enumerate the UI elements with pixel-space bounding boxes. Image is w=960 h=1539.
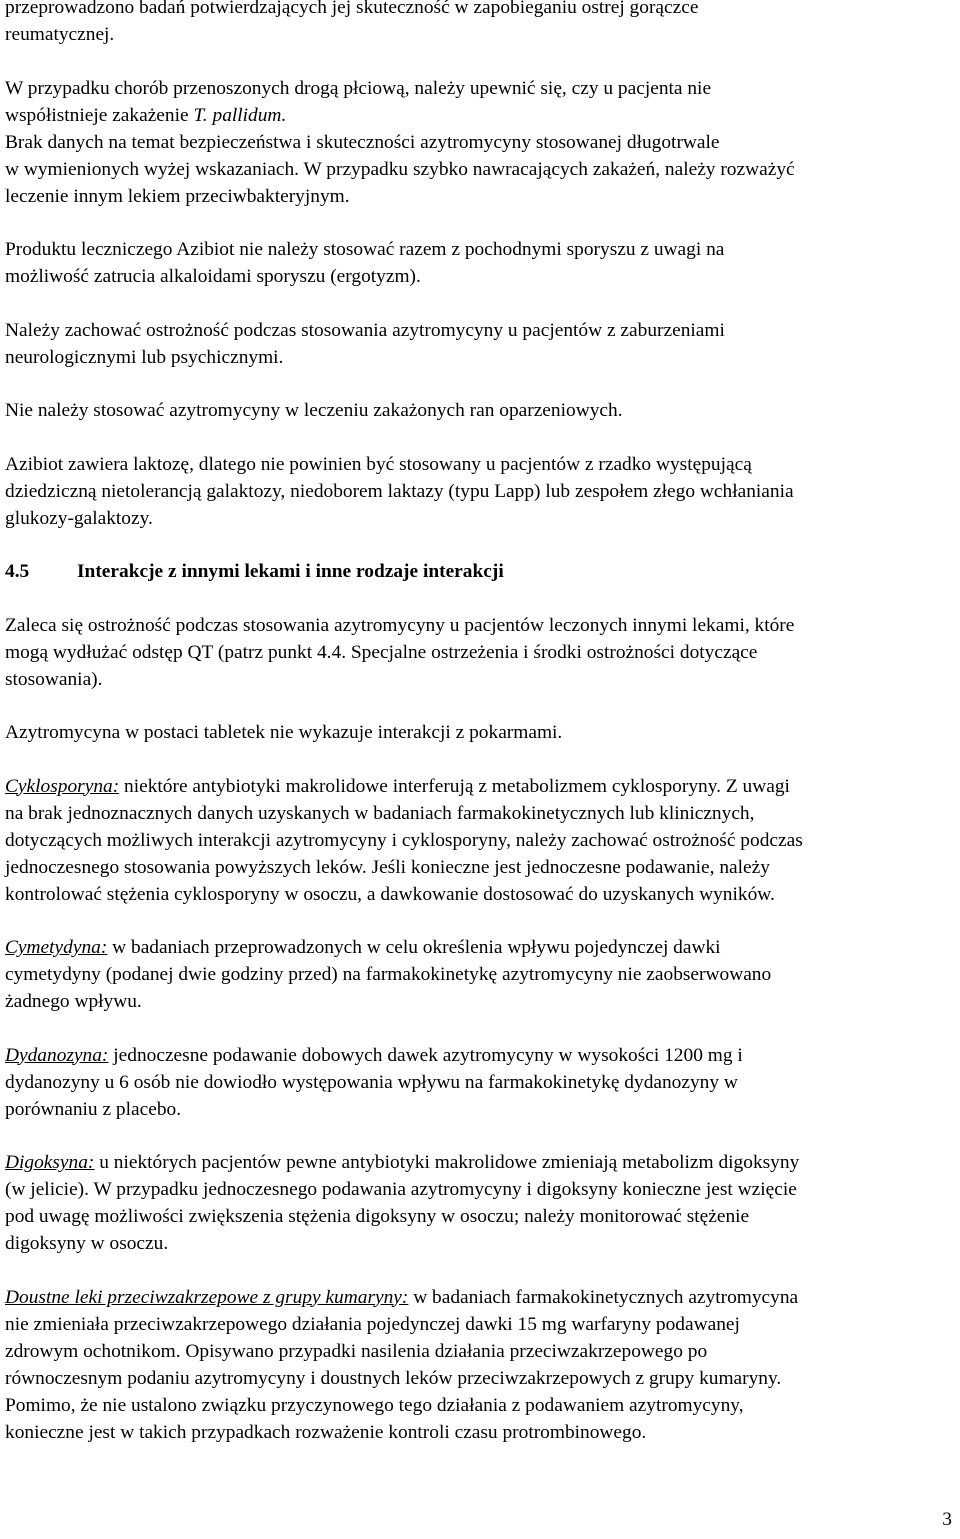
text-line: Produktu leczniczego Azibiot nie należy stosować razem z pochodnymi sporyszu z uwagi na [5, 239, 725, 260]
text-segment: jednoczesne podawanie dobowych dawek azytromycyny w wysokości 1200 mg i [108, 1044, 743, 1066]
text-line: przeprowadzono badań potwierdzających jej skuteczność w zapobieganiu ostrej gorączce [5, 0, 699, 18]
paragraph-didanosine [5, 1042, 955, 1123]
paragraph-std-warning [5, 75, 955, 210]
text-line: dotyczących możliwych interakcji azytromycyny i cyklosporyny, należy zachować ostrożność podczas [5, 829, 803, 851]
text-line: Pomimo, że nie ustalono związku przyczynowego tego działania z podawaniem azytromycyny, [5, 1394, 744, 1416]
text-segment: u niektórych pacjentów pewne antybiotyki makrolidowe zmieniają metabolizm digoksyny [94, 1152, 800, 1173]
text-line: leczenie innym lekiem przeciwbakteryjnym. [5, 185, 350, 207]
paragraph-cyclosporine [5, 773, 955, 908]
paragraph-coumarin [5, 1284, 955, 1446]
paragraph-neurological [5, 317, 955, 371]
text-line [5, 1284, 955, 1311]
drug-term: Digoksyna: [5, 1152, 95, 1173]
paragraph-lactose [5, 451, 955, 532]
text-line: możliwość zatrucia alkaloidami sporyszu (ergotyzm). [5, 266, 421, 287]
text-line: Azibiot zawiera laktozę, dlatego nie powinien być stosowany u pacjentów z rzadko występującą [5, 453, 752, 475]
text-line: konieczne jest w takich przypadkach rozważenie kontroli czasu protrombinowego. [5, 1421, 647, 1443]
page-number: 3 [942, 1509, 952, 1530]
text-line: reumatycznej. [5, 24, 115, 45]
text-line: stosowania). [5, 668, 103, 690]
paragraph-digoxin [5, 1149, 955, 1257]
text-line: mogą wydłużać odstęp QT (patrz punkt 4.4. Specjalne ostrzeżenia i środki ostrożności dotyczące [5, 641, 758, 663]
italic-term: T. pallidum. [193, 104, 287, 126]
text-line: żadnego wpływu. [5, 991, 142, 1012]
drug-term: Cymetydyna: [5, 937, 108, 958]
text-line: Nie należy stosować azytromycyny w leczeniu zakażonych ran oparzeniowych. [5, 400, 623, 421]
text-line: jednoczesnego stosowania powyższych leków. Jeśli konieczne jest jednoczesne podawanie, należy [5, 856, 770, 878]
text-line: (w jelicie). W przypadku jednoczesnego podawania azytromycyny i digoksyny konieczne jest wzięcie [5, 1179, 797, 1200]
drug-term: Doustne leki przeciwzakrzepowe z grupy kumaryny: [5, 1286, 409, 1308]
text-line: w wymienionych wyżej wskazaniach. W przypadku szybko nawracających zakażeń, należy rozważyć [5, 158, 795, 180]
document-page [5, 0, 955, 1446]
text-line: pod uwagę możliwości zwiększenia stężenia digoksyny w osoczu; należy monitorować stężenie [5, 1206, 750, 1227]
text-line: zdrowym ochotnikom. Opisywano przypadki nasilenia działania przeciwzakrzepowego po [5, 1340, 708, 1362]
text-line [5, 102, 955, 129]
section-number: 4.5 [5, 561, 30, 582]
drug-term: Cyklosporyna: [5, 775, 120, 797]
text-line [5, 773, 955, 800]
drug-term: Dydanozyna: [5, 1044, 109, 1066]
section-heading [5, 558, 955, 585]
text-line: Należy zachować ostrożność podczas stosowania azytromycyny u pacjentów z zaburzeniami [5, 319, 725, 341]
text-line: porównaniu z placebo. [5, 1098, 182, 1120]
text-line: glukozy-galaktozy. [5, 507, 153, 529]
paragraph-ergot [5, 236, 955, 290]
text-line: cymetydyny (podanej dwie godziny przed) na farmakokinetykę azytromycyny nie zaobserwowano [5, 964, 772, 985]
section-title: Interakcje z innymi lekami i inne rodzaje interakcji [77, 561, 504, 582]
paragraph-rheumatic-fever [5, 0, 955, 48]
text-line: Azytromycyna w postaci tabletek nie wykazuje interakcji z pokarmami. [5, 722, 563, 743]
text-line [5, 1149, 955, 1176]
paragraph-qt-interval [5, 612, 955, 693]
text-line: dziedziczną nietolerancją galaktozy, niedoborem laktazy (typu Lapp) lub zespołem złego wchłaniania [5, 480, 794, 502]
text-segment: w badaniach farmakokinetycznych azytromycyna [408, 1286, 799, 1308]
text-line: równoczesnym podaniu azytromycyny i doustnych leków przeciwzakrzepowych z grupy kumaryny. [5, 1367, 782, 1389]
text-line: Brak danych na temat bezpieczeństwa i skuteczności azytromycyny stosowanej długotrwale [5, 131, 720, 153]
text-line: digoksyny w osoczu. [5, 1233, 169, 1254]
text-line: neurologicznymi lub psychicznymi. [5, 346, 284, 368]
text-line [5, 934, 955, 961]
text-segment: w badaniach przeprowadzonych w celu określenia wpływu pojedynczej dawki [107, 937, 721, 958]
text-line: kontrolować stężenia cyklosporyny w osoczu, a dawkowanie dostosować do uzyskanych wyników. [5, 883, 775, 905]
text-segment: niektóre antybiotyki makrolidowe interferują z metabolizmem cyklosporyny. Z uwagi [119, 775, 790, 797]
paragraph-burn-wounds [5, 397, 955, 424]
text-segment: współistnieje zakażenie [5, 104, 194, 126]
text-line [5, 1042, 955, 1069]
text-line: Zaleca się ostrożność podczas stosowania azytromycyny u pacjentów leczonych innymi lekami, które [5, 614, 795, 636]
paragraph-cimetidine [5, 934, 955, 1015]
text-line: dydanozyny u 6 osób nie dowiodło występowania wpływu na farmakokinetykę dydanozyny w [5, 1071, 738, 1093]
text-line: nie zmieniała przeciwzakrzepowego działania pojedynczej dawki 15 mg warfaryny podawanej [5, 1313, 740, 1335]
paragraph-food [5, 719, 955, 746]
text-line: na brak jednoznacznych danych uzyskanych w badaniach farmakokinetycznych lub klinicznych, [5, 802, 755, 824]
text-line: W przypadku chorób przenoszonych drogą płciową, należy upewnić się, czy u pacjenta nie [5, 77, 712, 99]
